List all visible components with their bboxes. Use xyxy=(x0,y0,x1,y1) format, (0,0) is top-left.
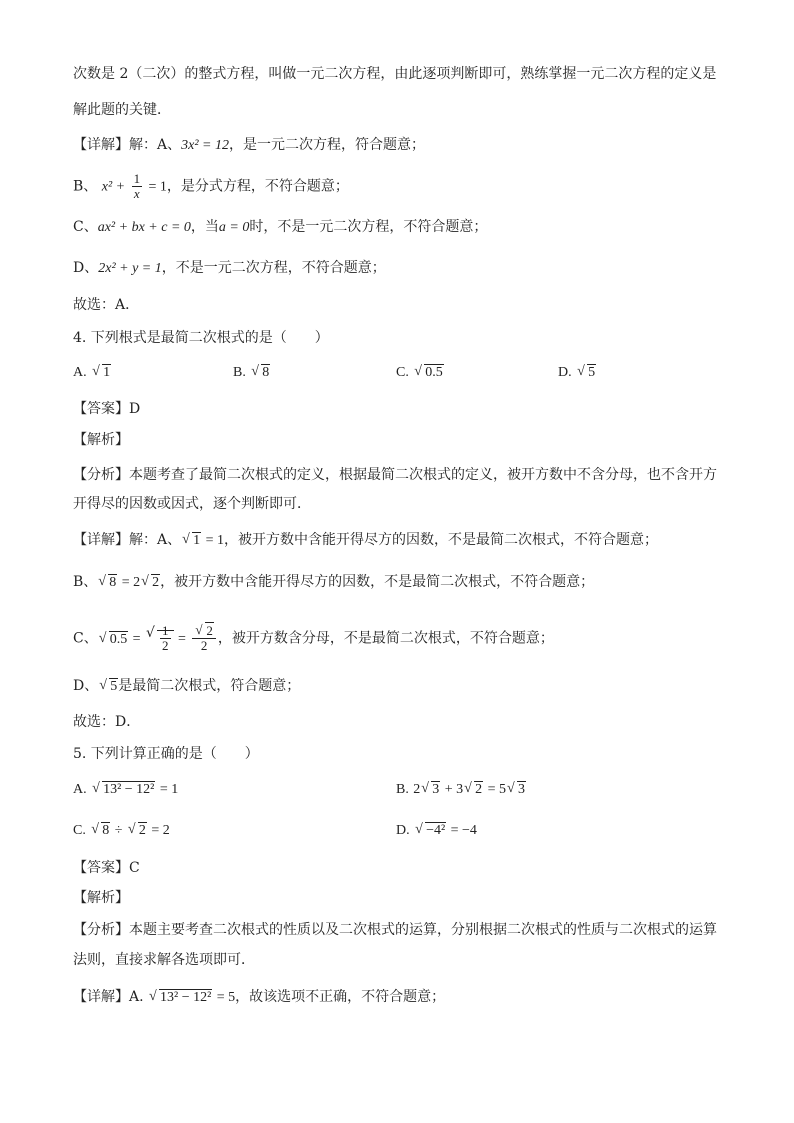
sqrt: √ 3 xyxy=(422,782,440,798)
sqrt: √ 2 xyxy=(196,624,214,638)
detail-line-c: C、ax² + bx + c = 0，当a = 0时，不是一元二次方程，不符合题意； xyxy=(73,219,488,235)
detail-4-d: D、√ 5是最简二次根式，符合题意； xyxy=(73,676,300,697)
sqrt: √ 8 xyxy=(252,365,270,381)
analysis-5-a: 【分析】本题主要考查二次根式的性质以及二次根式的运算，分别根据二次根式的性质与二次根式的运算 xyxy=(73,922,717,938)
option-5c: C. √ 8 ÷ √ 2 = 2 xyxy=(73,822,170,839)
detail-4-c: C、√ 0.5 = √ $\frac{1}{2}$ = √ $\frac{2}{2}$ ，被开方数含分母，不是最简二次根式，不符合题意； xyxy=(73,624,554,653)
detail-4-a: 【详解】解：A、√ 1 = 1，被开方数中含能开得尽方的因数，不是最简二次根式，不符合题意； xyxy=(73,530,658,551)
sqrt: √ 5 xyxy=(578,365,596,381)
option-a: A. √ 1 xyxy=(73,364,111,381)
sqrt: √ 13² − 12² xyxy=(93,782,155,798)
detail-5-a: 【详解】A. √ 13² − 12² = 5，故该选项不正确，不符合题意； xyxy=(73,987,445,1008)
option-c: C. √ 0.5 xyxy=(396,364,444,381)
fraction: $\frac{1}{x}$ xyxy=(133,171,141,201)
sqrt: √ 3 xyxy=(508,782,526,798)
sqrt: √ 8 xyxy=(92,823,110,839)
analysis-5-b: 法则，直接求解各选项即可． xyxy=(73,952,255,968)
sqrt: √ 5 xyxy=(100,677,118,697)
option-5a: A. √ 13² − 12² = 1 xyxy=(73,781,178,798)
question-5: 5. 下列计算正确的是（ ） xyxy=(73,746,259,762)
detail-4-b: B、√ 8 = 2√ 2，被开方数中含能开得尽方的因数，不是最简二次根式，不符合题意； xyxy=(73,572,594,593)
analysis-heading-4: 【解析】 xyxy=(73,432,129,448)
choice-line-4: 故选：D． xyxy=(73,714,141,730)
sqrt: √ 2 xyxy=(129,823,147,839)
text-line: 解此题的关键． xyxy=(73,102,171,118)
answer-5: 【答案】C xyxy=(73,860,140,876)
sqrt: √ 1 xyxy=(183,531,201,551)
sqrt: √ 13² − 12² xyxy=(150,988,212,1008)
option-5d: D. √ −4² = −4 xyxy=(396,822,477,839)
detail-line-a: 【详解】解：A、3x² = 12，是一元二次方程，符合题意； xyxy=(73,137,425,153)
question-4: 4. 下列根式是最简二次根式的是（ ） xyxy=(73,330,329,346)
option-5b: B. 2√ 3 + 3√ 2 = 5√ 3 xyxy=(396,781,526,798)
analysis-4-a: 【分析】本题考查了最简二次根式的定义，根据最简二次根式的定义，被开方数中不含分母，也不含开方 xyxy=(73,467,717,483)
sqrt: √ 8 xyxy=(99,573,117,593)
sqrt xyxy=(147,624,174,653)
analysis-heading-5: 【解析】 xyxy=(73,890,129,906)
choice-line: 故选：A． xyxy=(73,297,140,313)
sqrt: √ −4² xyxy=(416,823,446,839)
fraction: √ $\frac{1}{2}$ xyxy=(162,623,169,653)
sqrt: √ 0.5 xyxy=(415,365,444,381)
answer-4: 【答案】D xyxy=(73,401,141,417)
analysis-4-b: 开得尽的因数或因式，逐个判断即可． xyxy=(73,496,311,512)
detail-line-d: D、2x² + y = 1，不是一元二次方程，不符合题意； xyxy=(73,260,386,276)
sqrt: √ 0.5 xyxy=(100,630,129,650)
text-line: 次数是 2（二次）的整式方程，叫做一元二次方程，由此逐项判断即可，熟练掌握一元二次方程的定义是 xyxy=(73,66,717,82)
sqrt: √ 2 xyxy=(465,782,483,798)
sqrt: √ 1 xyxy=(93,365,111,381)
sqrt: √ 2 xyxy=(142,573,160,593)
option-b: B. √ 8 xyxy=(233,364,270,381)
detail-line-b: B、 x² + $\frac{1}{x}$ = 1，是分式方程，不符合题意； xyxy=(73,171,349,201)
option-d: D. √ 5 xyxy=(558,364,596,381)
fraction: √ $\frac{2}{2}$ xyxy=(192,624,216,653)
